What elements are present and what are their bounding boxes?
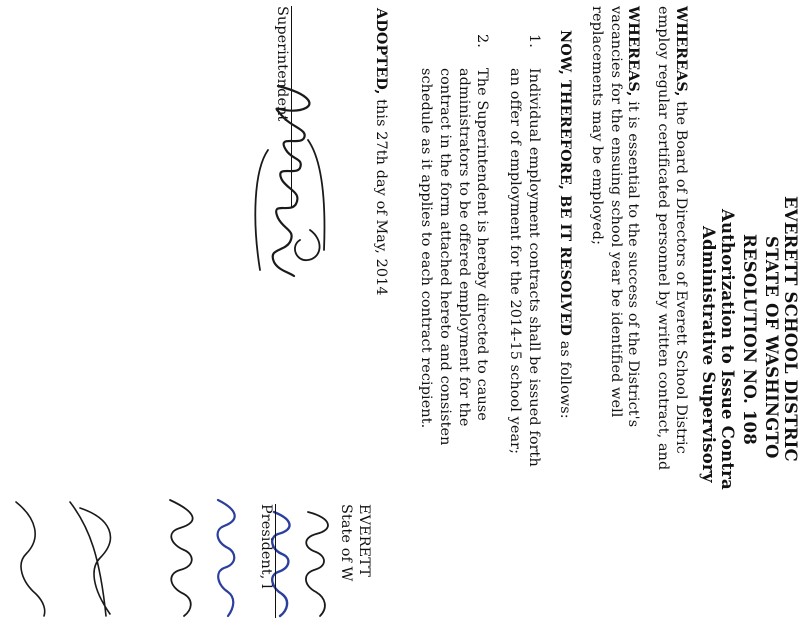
board-member-signature-2 bbox=[150, 498, 210, 618]
item-2-line-4: schedule as it applies to each contract recipient. bbox=[418, 68, 434, 429]
whereas-2-line-3: replacements may be employed; bbox=[589, 6, 605, 246]
item-2-line-3: contract in the form attached hereto and consisten bbox=[437, 68, 453, 446]
board-member-signature-1 bbox=[208, 498, 248, 618]
board-member-signature-4-stroke bbox=[16, 502, 45, 616]
board-member-signature-3 bbox=[60, 498, 140, 618]
superintendent-signature bbox=[250, 80, 330, 280]
board-block-line-3: President, l bbox=[258, 504, 274, 589]
board-president-signature bbox=[298, 508, 338, 618]
whereas-2-line-1: WHEREAS, it is essential to the success of the District's bbox=[625, 6, 642, 428]
item-1-line-1: Individual employment contracts shall be issued forth bbox=[526, 68, 542, 467]
resolution-number: RESOLUTION NO. 108 bbox=[740, 234, 759, 445]
superintendent-signature-stroke-3 bbox=[295, 230, 320, 260]
item-2-number: 2. bbox=[474, 34, 490, 48]
item-1-line-2: an offer of employment for the 2014-15 school year; bbox=[507, 68, 523, 455]
whereas-1-line-1: WHEREAS, the Board of Directors of Everett School Distric bbox=[673, 6, 690, 454]
superintendent-signature-stroke-2 bbox=[255, 140, 324, 270]
item-1-number: 1. bbox=[526, 34, 542, 48]
board-block-line-2: State of W bbox=[338, 504, 354, 582]
superintendent-title: Superintendent bbox=[274, 6, 290, 122]
item-2-line-2: administrators to be offered employment for the bbox=[456, 68, 472, 427]
item-2-line-1: The Superintendent is hereby directed to cause bbox=[474, 68, 490, 421]
whereas-1-line-2: employ regular certificated personnel by written contract, and bbox=[655, 6, 671, 471]
board-member-signature-1-stroke bbox=[218, 500, 235, 616]
adopted-clause: ADOPTED, this 27th day of May, 2014 bbox=[373, 8, 390, 296]
state-name: STATE OF WASHINGTO bbox=[762, 236, 781, 459]
board-member-signature-2-stroke bbox=[170, 500, 193, 616]
board-block-line-1: EVERETT bbox=[356, 504, 372, 577]
resolved-clause: NOW, THEREFORE, BE IT RESOLVED as follows: bbox=[557, 30, 574, 419]
district-name: EVERETT SCHOOL DISTRIC bbox=[781, 196, 800, 462]
resolution-subtitle-1: Authorization to Issue Contra bbox=[718, 209, 737, 490]
board-president-signature-line bbox=[275, 504, 276, 618]
board-member-signature-3-stroke bbox=[70, 502, 110, 616]
superintendent-signature-stroke-1 bbox=[273, 86, 310, 276]
resolution-subtitle-2: Administrative Supervisory bbox=[699, 226, 718, 483]
whereas-2-line-2: vacancies for the ensuing school year be identified well bbox=[608, 6, 624, 418]
board-president-signature-stroke bbox=[306, 512, 328, 616]
board-member-signature-4 bbox=[6, 498, 56, 618]
